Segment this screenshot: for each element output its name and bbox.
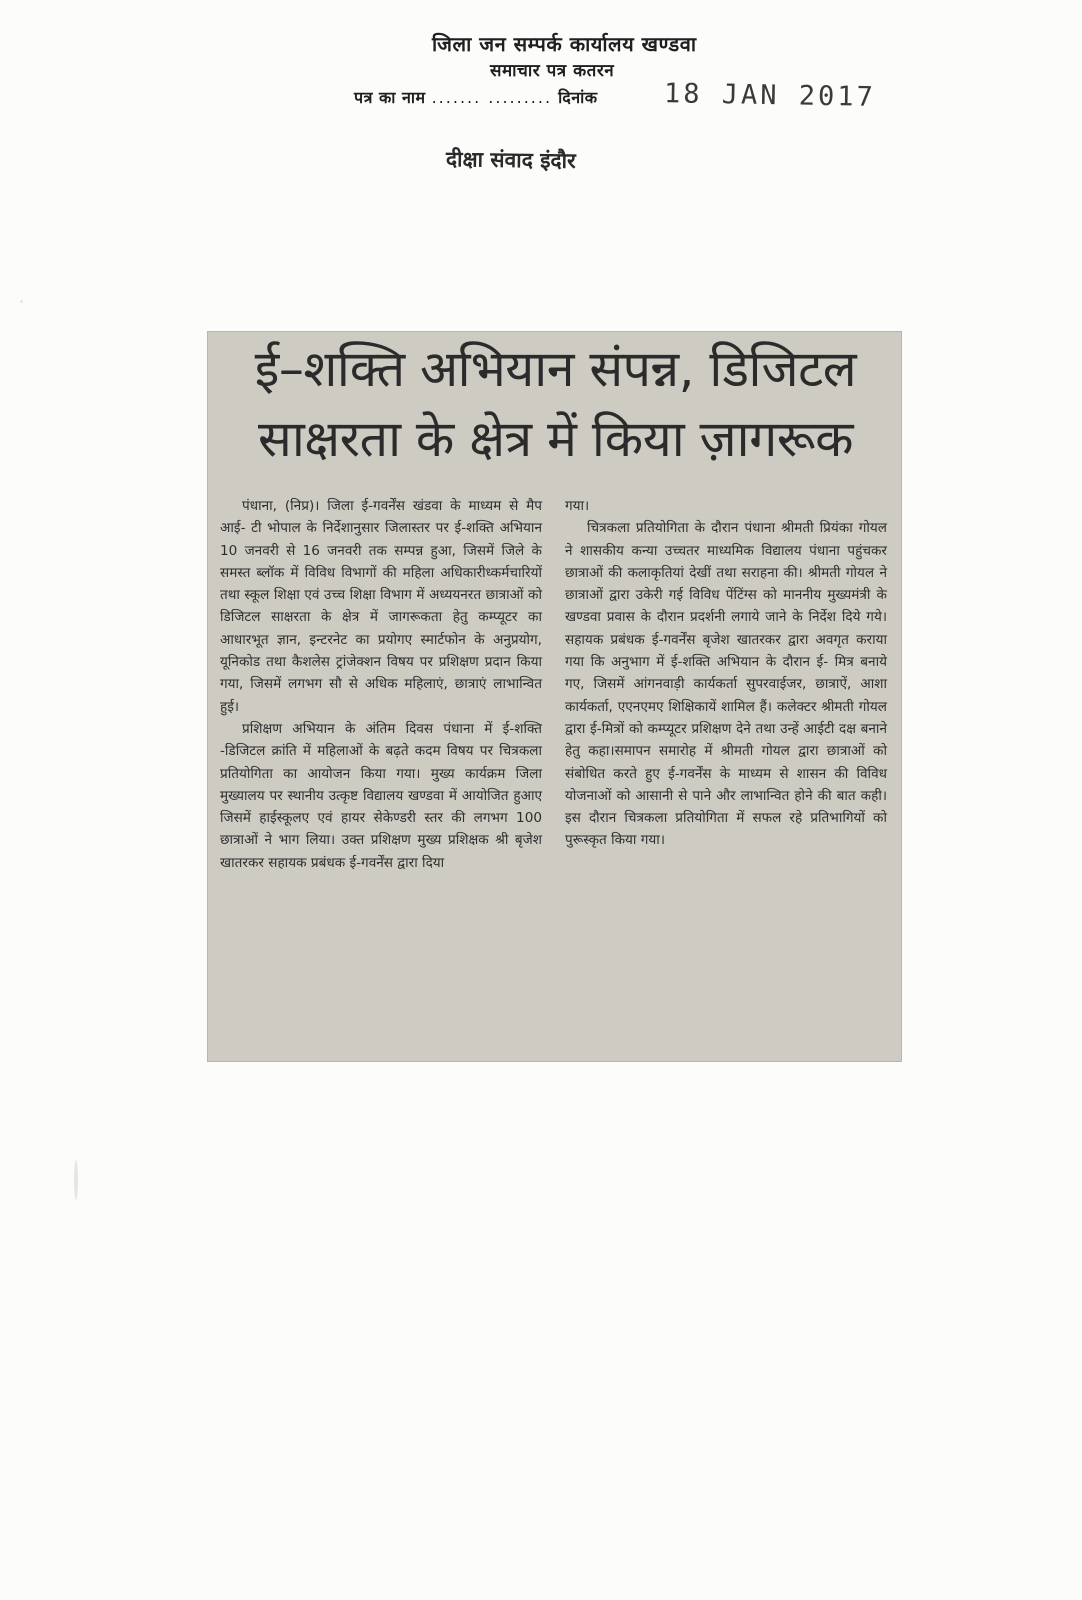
newspaper-source-stamp: दीक्षा संवाद इंदौर xyxy=(445,147,576,173)
stamp-paper-label: पत्र का नाम xyxy=(354,88,426,107)
scan-speck xyxy=(74,1160,78,1200)
article-column-right xyxy=(565,495,887,852)
stamp-office-line: जिला जन सम्पर्क कार्यालय खण्डवा xyxy=(432,32,697,56)
article-paragraph: गया। xyxy=(565,498,590,514)
headline-line-2: साक्षरता के क्षेत्र में किया ज़ागरूक xyxy=(258,410,853,468)
article-headline xyxy=(208,334,902,474)
stamp-date-label: दिनांक xyxy=(558,88,598,107)
stamp-paper-line xyxy=(354,86,598,108)
article-paragraph: प्रशिक्षण अभियान के अंतिम दिवस पंधाना में ई-शक्ति -डिजिटल क्रांति में महिलाओं के बढ़ते कदम विषय पर चित्रकला प्रतियोगिता का आयोजन किया गया। मुख्य कार्यक्रम जिला मुख्यालय पर स्थानीय उत्कृष्ट विद्यालय खण्डवा में आयोजित हुआए जिसमें हाईस्कूलए एवं हायर सेकेण्डरी स्तर की लगभग 100 छात्राओं ने भाग लिया। उक्त प्रशिक्षण मुख्य प्रशिक्षक श्री बृजेश खातरकर सहायक प्रबंधक ई-गवर्नेंस द्वारा दिया xyxy=(220,720,542,871)
date-stamp: 18 JAN 2017 xyxy=(663,78,877,113)
stamp-section-line: समाचार पत्र कतरन xyxy=(490,61,615,81)
news-clipping xyxy=(207,331,902,1062)
article-paragraph: चित्रकला प्रतियोगिता के दौरान पंधाना श्रीमती प्रियंका गोयल ने शासकीय कन्या उच्चतर माध्यमिक विद्यालय पंधाना पहुंचकर छात्राओं की कलाकृतियां देखीं तथा सराहना की। श्रीमती गोयल ने छात्राओं द्वारा उकेरी गई विविध पेंटिंग्स को माननीय मुख्यमंत्री के खण्डवा प्रवास के दौरान प्रदर्शनी लगाये जाने के निर्देश दिये गये। सहायक प्रबंधक ई-गवर्नेंस बृजेश खातरकर द्वारा अवगृत कराया गया कि अनुभाग में ई-शक्ति अभियान के दौरान ई- मित्र बनाये गए, जिसमें आंगनवाड़ी कार्यकर्ता सुपरवाईजर, छात्राऐं, आशा कार्यकर्ता, एएनएमए शिक्षिकायें शामिल हैं। कलेक्टर श्रीमती गोयल द्वारा ई-मित्रों को कम्प्यूटर प्रशिक्षण देने तथा उन्हें आईटी दक्ष बनाने हेतु कहा।समापन समारोह में श्रीमती गोयल द्वारा छात्राओं को संबोधित करते हुए ई-गवर्नेंस के माध्यम से शासन की विविध योजनाओं को आसानी से पाने और लाभान्वित होने की बात कही। इस दौरान चित्रकला प्रतियोगिता में सफल रहे प्रतिभागियों को पुरूस्कृत किया गया। xyxy=(565,520,887,849)
article-column-left xyxy=(220,495,542,874)
headline-line-1: ई–शक्ति अभियान संपन्न, डिजिटल xyxy=(254,340,857,398)
stamp-paper-dots: ....... ......... xyxy=(431,88,553,107)
scan-speck xyxy=(20,300,23,303)
office-stamp xyxy=(0,0,1082,200)
article-paragraph: पंधाना, (निप्र)। जिला ई-गवर्नेंस खंडवा के माध्यम से मैप आई- टी भोपाल के निर्देशानुसार जिलास्तर पर ई-शक्ति अभियान 10 जनवरी से 16 जनवरी तक सम्पन्न हुआ, जिसमें जिले के समस्त ब्लॉक में विविध विभागों की महिला अधिकारीध्कर्मचारियों तथा स्कूल शिक्षा एवं उच्च शिक्षा विभाग में अध्ययनरत छात्राओं को डिजिटल साक्षरता के क्षेत्र में जागरूकता हेतु कम्प्यूटर का आधारभूत ज्ञान, इन्टरनेट का प्रयोगए स्मार्टफोन के अनुप्रयोग, यूनिकोड तथा कैशलेस ट्रांजेक्शन विषय पर प्रशिक्षण प्रदान किया गया, जिसमें लगभग सौ से अधिक महिलाएं, छात्राएं लाभान्वित हुई। xyxy=(220,498,542,715)
